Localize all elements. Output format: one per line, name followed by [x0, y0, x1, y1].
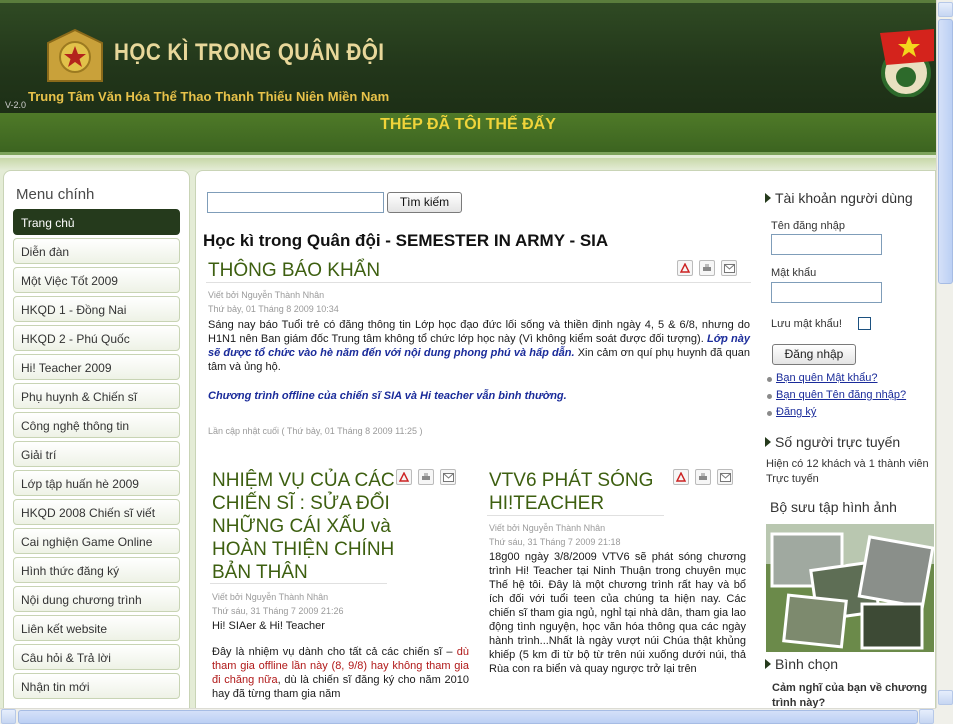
- poll-heading: Bình chọn: [765, 656, 838, 672]
- search-button[interactable]: Tìm kiếm: [387, 192, 462, 213]
- remember-checkbox[interactable]: [858, 317, 871, 330]
- menu-item-hi-teacher[interactable]: Hi! Teacher 2009: [13, 354, 180, 380]
- article-date: Thứ sáu, 31 Tháng 7 2009 21:26: [212, 606, 344, 616]
- forgot-username-link[interactable]: Bạn quên Tên đăng nhập?: [776, 389, 907, 401]
- article-tools: [677, 260, 737, 276]
- article-title[interactable]: NHIỆM VỤ CỦA CÁC CHIẾN SĨ : SỬA ĐỔI NHỮNG CÁI XẤU và HOÀN THIỆN CHÍNH BẢN THÂN: [212, 470, 395, 583]
- username-input[interactable]: [771, 234, 882, 255]
- arrow-right-icon: [765, 193, 771, 203]
- article-note: Chương trình offline của chiến sĩ SIA và Hi teacher vẫn bình thường.: [208, 390, 567, 402]
- register-link[interactable]: Đăng ký: [776, 406, 817, 418]
- article-tools: [396, 469, 456, 485]
- menu-item-home[interactable]: Trang chủ: [13, 209, 180, 235]
- menu-item-good-deed[interactable]: Một Việc Tốt 2009: [13, 267, 180, 293]
- version-label: V-2.0: [5, 100, 27, 110]
- main-content: [195, 170, 936, 708]
- menu-item-forum[interactable]: Diễn đàn: [13, 238, 180, 264]
- menu-item-hkqd2008[interactable]: HKQD 2008 Chiến sĩ viết: [13, 499, 180, 525]
- site-header: [0, 0, 936, 113]
- article-updated: Lần cập nhật cuối ( Thứ bảy, 01 Tháng 8 2009 11:25 ): [208, 426, 423, 436]
- login-button[interactable]: Đăng nhập: [772, 344, 856, 365]
- article-body: Đây là nhiệm vụ dành cho tất cả các chiến sĩ – dù tham gia offline lần này (8, 9/8) hay không tham gia đi chăng nữa, dù là chiến sĩ đăng ký cho năm 2010 hay đã từng tham gia năm: [212, 646, 469, 700]
- menu-item-registration[interactable]: Hình thức đăng ký: [13, 557, 180, 583]
- menu-item-hkqd1[interactable]: HKQD 1 - Đồng Nai: [13, 296, 180, 322]
- menu-item-parents[interactable]: Phụ huynh & Chiến sĩ: [13, 383, 180, 409]
- search-input[interactable]: [207, 192, 384, 213]
- motto-banner: [0, 113, 936, 155]
- photo-gallery[interactable]: [766, 524, 934, 652]
- horizontal-scroll-thumb[interactable]: [18, 710, 918, 724]
- article-tools: [673, 469, 733, 485]
- print-icon[interactable]: [695, 469, 711, 485]
- scroll-right-icon[interactable]: [919, 709, 934, 724]
- gallery-heading: Bộ sưu tập hình ảnh: [770, 499, 897, 515]
- article-date: Thứ bảy, 01 Tháng 8 2009 10:34: [208, 304, 339, 314]
- scroll-down-icon[interactable]: [938, 690, 953, 705]
- scroll-up-icon[interactable]: [938, 2, 953, 17]
- menu-item-summer-class[interactable]: Lớp tập huấn hè 2009: [13, 470, 180, 496]
- article-author: Viết bởi Nguyễn Thành Nhân: [208, 290, 325, 300]
- article-author: Viết bởi Nguyễn Thành Nhân: [489, 523, 606, 533]
- site-subtitle: Trung Tâm Văn Hóa Thể Thao Thanh Thiếu Niên Miền Nam: [28, 89, 390, 104]
- forgot-password-link[interactable]: Bạn quên Mật khẩu?: [776, 372, 878, 384]
- article-author: Viết bởi Nguyễn Thành Nhân: [212, 592, 329, 602]
- vertical-scroll-thumb[interactable]: [938, 19, 953, 284]
- menu-title: Menu chính: [16, 186, 95, 203]
- scroll-left-icon[interactable]: [1, 709, 16, 724]
- article-title[interactable]: VTV6 PHÁT SÓNG HI!TEACHER: [489, 470, 654, 514]
- online-heading: Số người trực tuyến: [765, 434, 900, 450]
- username-label: Tên đăng nhập: [771, 220, 846, 232]
- menu-item-faq[interactable]: Câu hỏi & Trả lời: [13, 644, 180, 670]
- site-title: HỌC KÌ TRONG QUÂN ĐỘI: [114, 39, 385, 66]
- page-title: Học kì trong Quân đội - SEMESTER IN ARMY - SIA: [203, 231, 609, 250]
- menu-item-hkqd2[interactable]: HKQD 2 - Phú Quốc: [13, 325, 180, 351]
- article-date: Thứ sáu, 31 Tháng 7 2009 21:18: [489, 537, 621, 547]
- remember-label: Lưu mật khẩu!: [771, 318, 842, 330]
- online-count: Hiện có 12 khách và 1 thành viên Trực tuyến: [766, 458, 929, 485]
- password-input[interactable]: [771, 282, 882, 303]
- article-body: Sáng nay báo Tuổi trẻ có đăng thông tin Lớp học đạo đức lối sống và thiền định ngày 4, 5 & 6/8, nhưng do H1N1 nên Ban giám đốc Trung tâm không tổ chức lớp học này (Vì không kiểm soát được đối tượng). Lớp này sẽ được tổ chức vào hè năm đến với nội dung phong phú và hấp dẫn. Xin cảm ơn quí phụ huynh đã quan tâm và ủng hộ.: [208, 319, 750, 373]
- youth-union-flag-icon: [876, 27, 936, 97]
- menu-item-entertainment[interactable]: Giải trí: [13, 441, 180, 467]
- pdf-icon[interactable]: [396, 469, 412, 485]
- vertical-scrollbar[interactable]: [936, 0, 953, 708]
- poll-question: Cảm nghĩ của bạn về chương trình này?: [772, 682, 928, 708]
- email-icon[interactable]: [721, 260, 737, 276]
- pdf-icon[interactable]: [673, 469, 689, 485]
- account-heading: Tài khoản người dùng: [765, 190, 913, 206]
- email-icon[interactable]: [717, 469, 733, 485]
- menu-item-links[interactable]: Liên kết website: [13, 615, 180, 641]
- email-icon[interactable]: [440, 469, 456, 485]
- pdf-icon[interactable]: [677, 260, 693, 276]
- print-icon[interactable]: [418, 469, 434, 485]
- arrow-right-icon: [765, 659, 771, 669]
- horizontal-scrollbar[interactable]: [0, 708, 936, 724]
- article-body: 18g00 ngày 3/8/2009 VTV6 sẽ phát sóng chương trình Hi! Teacher tại Ninh Thuận trong chuyên mục Thế hệ tôi. Đây là một chương trình rất hay và bổ ích đối với tuổi teen của chúng ta hiện nay. Các chiến sĩ tham gia ngủ, nghỉ tại nhà dân, tham gia lao động tình nguyện, học văn hóa thông qua các ngày hành trình...Nhất là ngày vượt núi Chúa thật khủng khiếp (5 km đi từ bộ từ trên núi xuống dưới núi, thả Rùa con ra biển và quay ngược trở lại trên: [489, 551, 746, 675]
- password-label: Mật khẩu: [771, 267, 817, 279]
- article-title[interactable]: THÔNG BÁO KHẨN: [208, 260, 381, 281]
- army-emblem-icon: [46, 29, 104, 83]
- menu-item-newsletter[interactable]: Nhận tin mới: [13, 673, 180, 699]
- arrow-right-icon: [765, 437, 771, 447]
- menu-item-program[interactable]: Nội dung chương trình: [13, 586, 180, 612]
- article-greeting: Hi! SIAer & Hi! Teacher: [212, 620, 325, 632]
- print-icon[interactable]: [699, 260, 715, 276]
- motto-text: THÉP ĐÃ TÔI THẾ ĐẤY: [380, 116, 556, 133]
- main-menu: [3, 170, 190, 708]
- menu-item-it[interactable]: Công nghệ thông tin: [13, 412, 180, 438]
- menu-item-game-detox[interactable]: Cai nghiện Game Online: [13, 528, 180, 554]
